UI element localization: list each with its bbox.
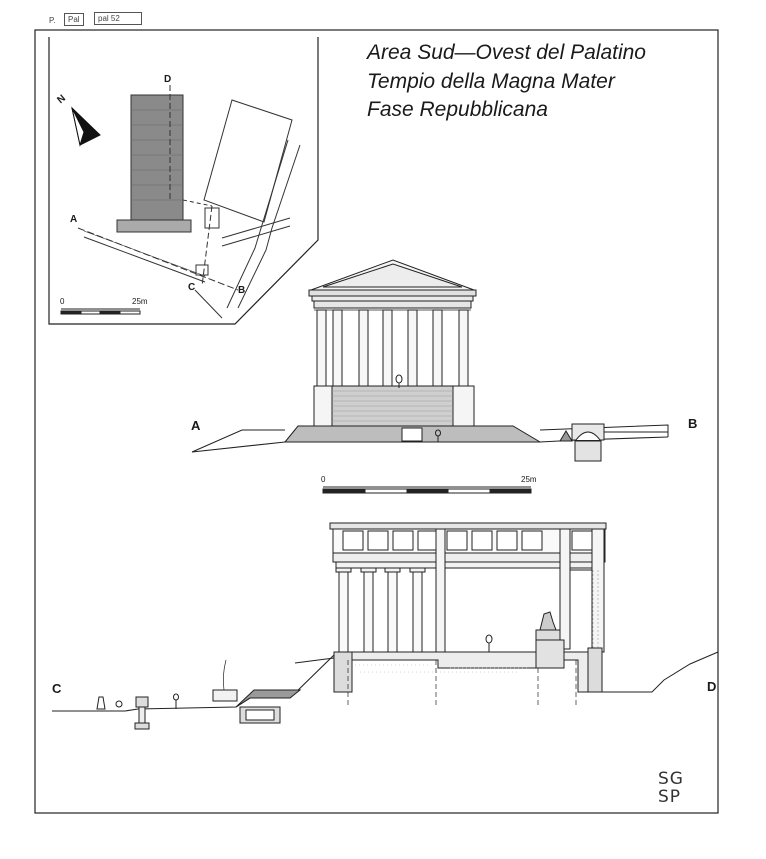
north-label: N	[55, 92, 68, 107]
temple-plan-block	[131, 95, 183, 220]
section-label-c: C	[52, 681, 62, 696]
initials-line-2: SP	[658, 787, 682, 807]
stamp-box-1: Pal	[64, 13, 84, 26]
inset-label-b: B	[238, 285, 246, 296]
section-line-ab	[78, 228, 238, 290]
elevation-scale-bar	[323, 489, 365, 493]
elevation-scale-end: 25m	[521, 475, 537, 484]
temple-columns	[317, 310, 468, 386]
inset-label-d: D	[164, 74, 172, 85]
title-line-1: Area Sud—Ovest del Palatino	[367, 41, 646, 64]
temple-podium-plan	[117, 220, 191, 232]
section-columns	[339, 570, 422, 652]
elevation-scale-start: 0	[321, 475, 326, 484]
inset-label-a: A	[70, 214, 78, 225]
inset-scale-bar	[61, 311, 81, 314]
title-line-3: Fase Repubblicana	[367, 98, 548, 121]
inset-scale-end: 25m	[132, 297, 148, 306]
inset-label-c: C	[188, 282, 196, 293]
section-label-d: D	[707, 679, 717, 694]
title-line-2: Tempio della Magna Mater	[367, 70, 615, 93]
adjacent-building-plan	[204, 100, 292, 222]
section-ground-line	[52, 655, 334, 711]
temple-section	[52, 523, 718, 729]
elevation-label-a: A	[191, 418, 201, 433]
elevation-label-b: B	[688, 416, 698, 431]
inset-scale-start: 0	[60, 297, 65, 306]
stamp-box-2: pal 52	[94, 12, 142, 25]
section-roof	[330, 523, 606, 529]
site-plan-inset	[61, 85, 300, 318]
initials-line-1: SG	[658, 769, 684, 789]
stamp-prefix: P.	[49, 16, 56, 25]
